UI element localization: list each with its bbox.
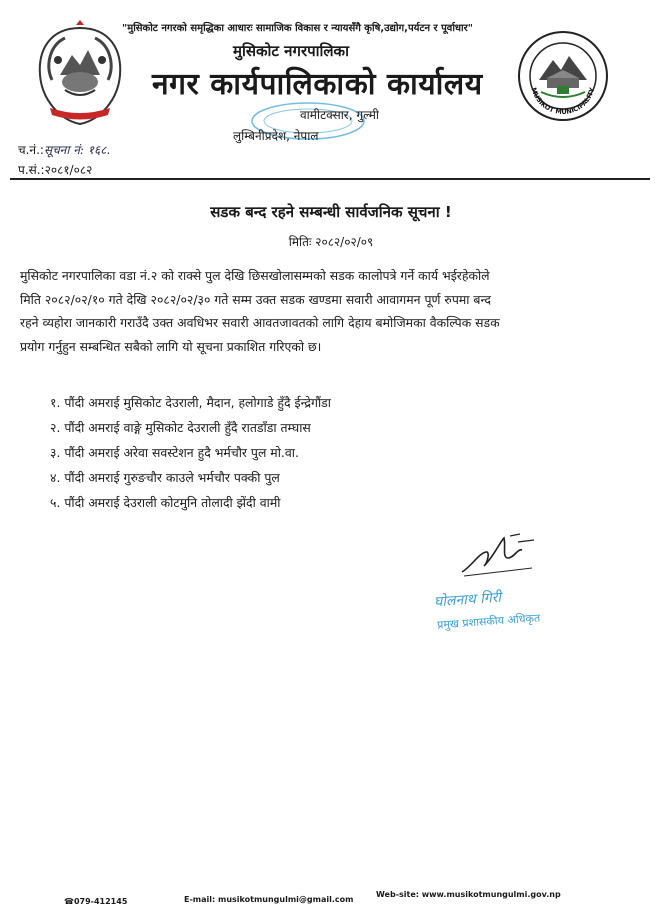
list-item: ३. पौंदी अमराई अरेवा सवस्टेशन हुदै भर्मचौर पुल मो.वा. <box>50 445 299 460</box>
municipality-name: मुसिकोट नगरपालिका <box>233 42 349 60</box>
signatory-title: प्रमुख प्रशासकीय अधिकृत <box>436 611 541 632</box>
list-item: ५. पौंदी अमराई देउराली कोटमुनि तोलादी झेंदी वामी <box>50 495 281 510</box>
fiscal-year: प.सं.:२०८१/०८२ <box>18 163 93 177</box>
notice-title: सडक बन्द रहने सम्बन्धी सार्वजनिक सूचना ! <box>210 203 452 221</box>
list-item: २. पौंदी अमराई वाङ्गे मुसिकोट देउराली हुँदै रातडाँडा तम्घास <box>50 420 311 435</box>
logo-text: MUSIKOT MUNICIPALITY <box>529 86 597 117</box>
ref-label: च.नं.: <box>18 143 44 157</box>
footer-phone: ☎079-412145 <box>64 897 128 906</box>
list-item: ४. पौंदी अमराई गुरुङचौर काउले भर्मचौर पक्की पुल <box>50 470 280 485</box>
slogan: "मुसिकोट नगरको समृद्धिका आधारः सामाजिक विकास र न्यायसँगै कृषि,उद्योग,पर्यटन र पूर्वाधार" <box>122 23 473 34</box>
body-line: मिति २०८२/०२/१० गते देखि २०८२/०२/३० गते सम्म उक्त सडक खण्डमा सवारी आवागमन पूर्ण रुपमा बन्द <box>20 291 491 307</box>
address-line-2: लुम्बिनीप्रदेश, नेपाल <box>233 129 319 143</box>
reference-number <box>18 141 110 158</box>
header-divider <box>10 178 650 180</box>
list-item: १. पौंदी अमराई मुसिकोट देउराली, मैदान, हलोगाडे हुँदै ईन्द्रेगौंडा <box>50 395 332 410</box>
footer-website: Web-site: www.musikotmungulmi.gov.np <box>376 890 561 899</box>
body-line: मुसिकोट नगरपालिका वडा नं.२ को राक्से पुल देखि छिसखोलासम्मको सडक कालोपत्रे गर्ने कार्य भईरहेकोले <box>20 268 490 283</box>
footer-email: E-mail: musikotmungulmi@gmail.com <box>184 895 354 904</box>
route-list <box>50 394 331 519</box>
signatory-name: घोलनाथ गिरी <box>433 589 502 611</box>
body-line: रहने व्यहोरा जानकारी गराउँदै उक्त अवधिभर सवारी आवतजावतको लागि देहाय बमोजिमका वैकल्पिक सडक <box>20 315 500 330</box>
address-line-1: वामीटक्सार, गुल्मी <box>300 108 380 122</box>
body-line: प्रयोग गर्नुहुन सम्बन्धित सबैको लागि यो सूचना प्रकाशित गरिएको छ। <box>20 338 322 354</box>
notice-body <box>20 264 642 358</box>
ref-value: सूचना नं: १६८. <box>43 143 111 157</box>
notice-date: मितिः २०८२/०२/०९ <box>288 235 374 249</box>
signature-icon <box>460 528 540 582</box>
office-title: नगर कार्यपालिकाको कार्यालय <box>152 67 483 102</box>
municipality-logo-icon <box>517 30 609 126</box>
nepal-emblem-icon <box>30 20 130 134</box>
